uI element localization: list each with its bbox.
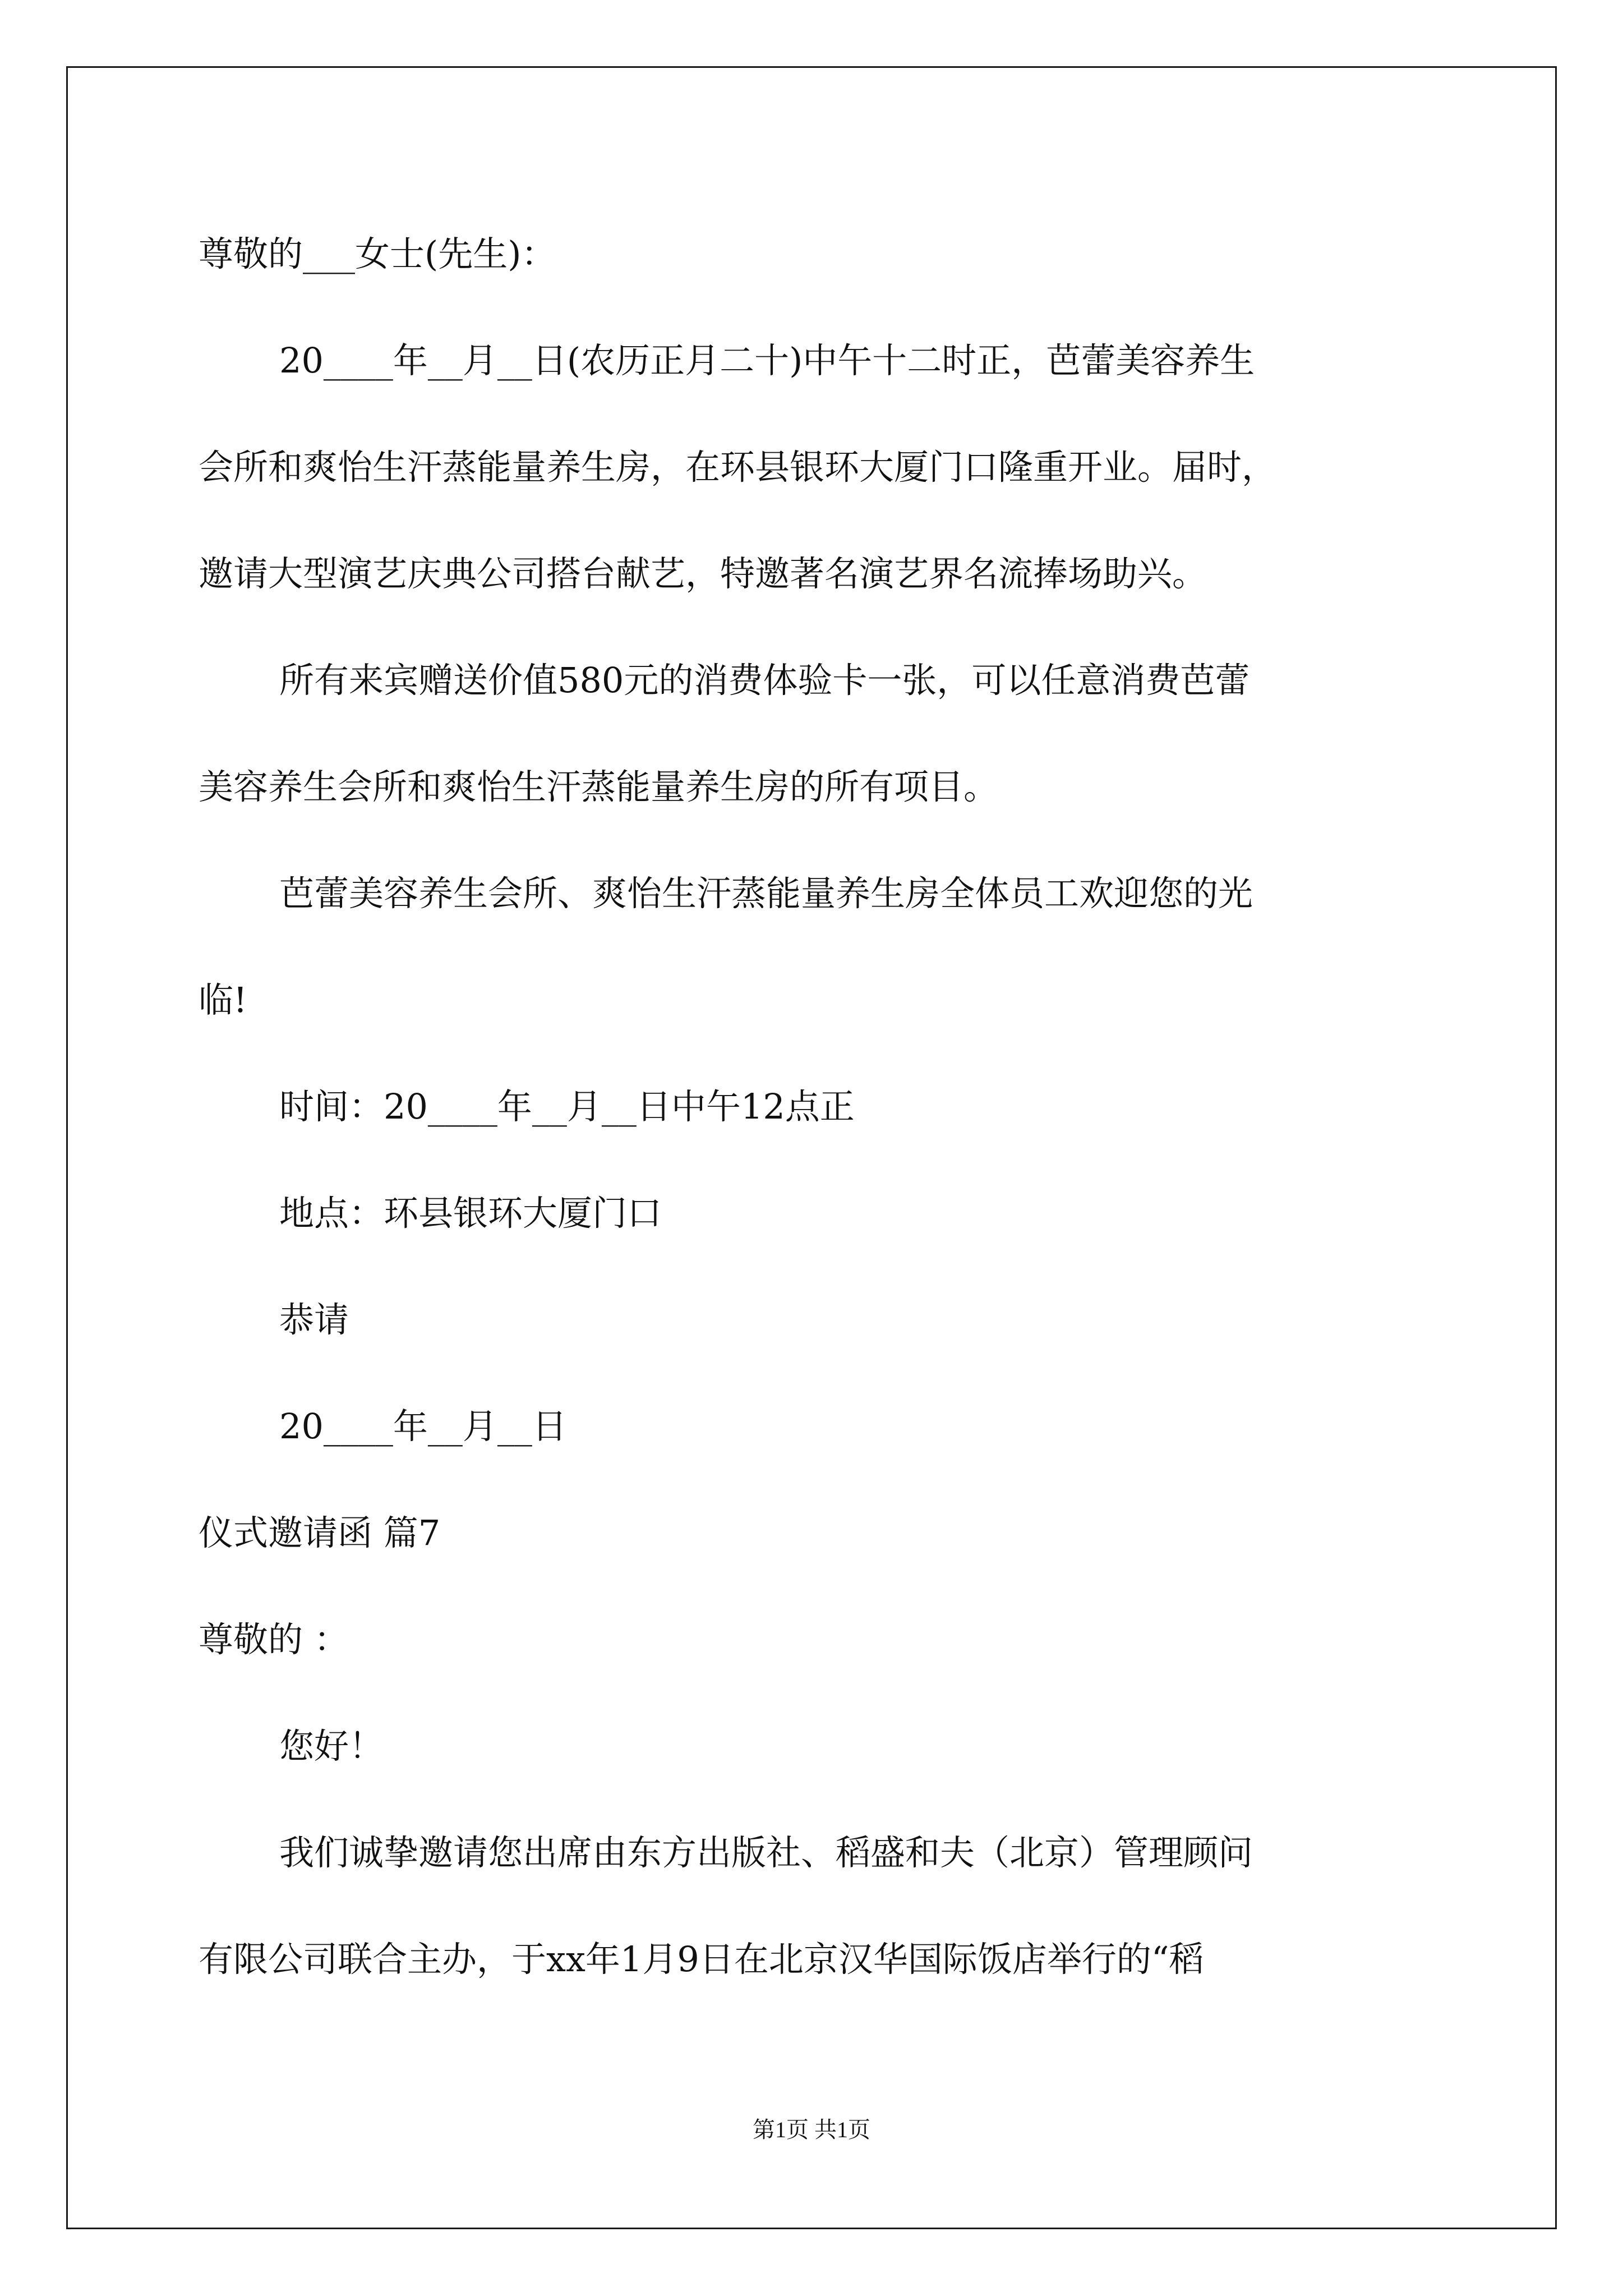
date-line: 20____年__月__日 [279,1406,567,1447]
location-line: 地点：环县银环大厦门口 [279,1193,662,1234]
paragraph-line: 临! [199,979,247,1020]
greeting-line: 您好！ [279,1726,384,1766]
salutation: 尊敬的 ： [199,1619,349,1660]
closing-line: 恭请 [279,1299,349,1340]
paragraph-line: 我们诚挚邀请您出席由东方出版社、稻盛和夫（北京）管理顾问 [279,1832,1253,1873]
page-border [66,66,1557,2229]
paragraph-line: 有限公司联合主办，于xx年1月9日在北京汉华国际饭店举行的“稻 [199,1939,1204,1980]
time-line: 时间：20____年__月__日中午12点正 [279,1086,855,1127]
paragraph-line: 20____年__月__日(农历正月二十)中午十二时正，芭蕾美容养生 [279,340,1255,381]
paragraph-line: 会所和爽怡生汗蒸能量养生房，在环县银环大厦门口隆重开业。届时， [199,447,1277,487]
paragraph-line: 美容养生会所和爽怡生汗蒸能量养生房的所有项目。 [199,766,999,807]
paragraph-line: 邀请大型演艺庆典公司搭台献艺，特邀著名演艺界名流捧场助兴。 [199,553,1207,594]
page-number-footer: 第1页 共1页 [753,2117,870,2142]
section-heading: 仪式邀请函 篇7 [199,1512,441,1553]
salutation: 尊敬的___女士(先生)： [199,233,556,274]
paragraph-line: 芭蕾美容养生会所、爽怡生汗蒸能量养生房全体员工欢迎您的光 [279,873,1253,914]
paragraph-line: 所有来宾赠送价值580元的消费体验卡一张，可以任意消费芭蕾 [279,660,1250,701]
